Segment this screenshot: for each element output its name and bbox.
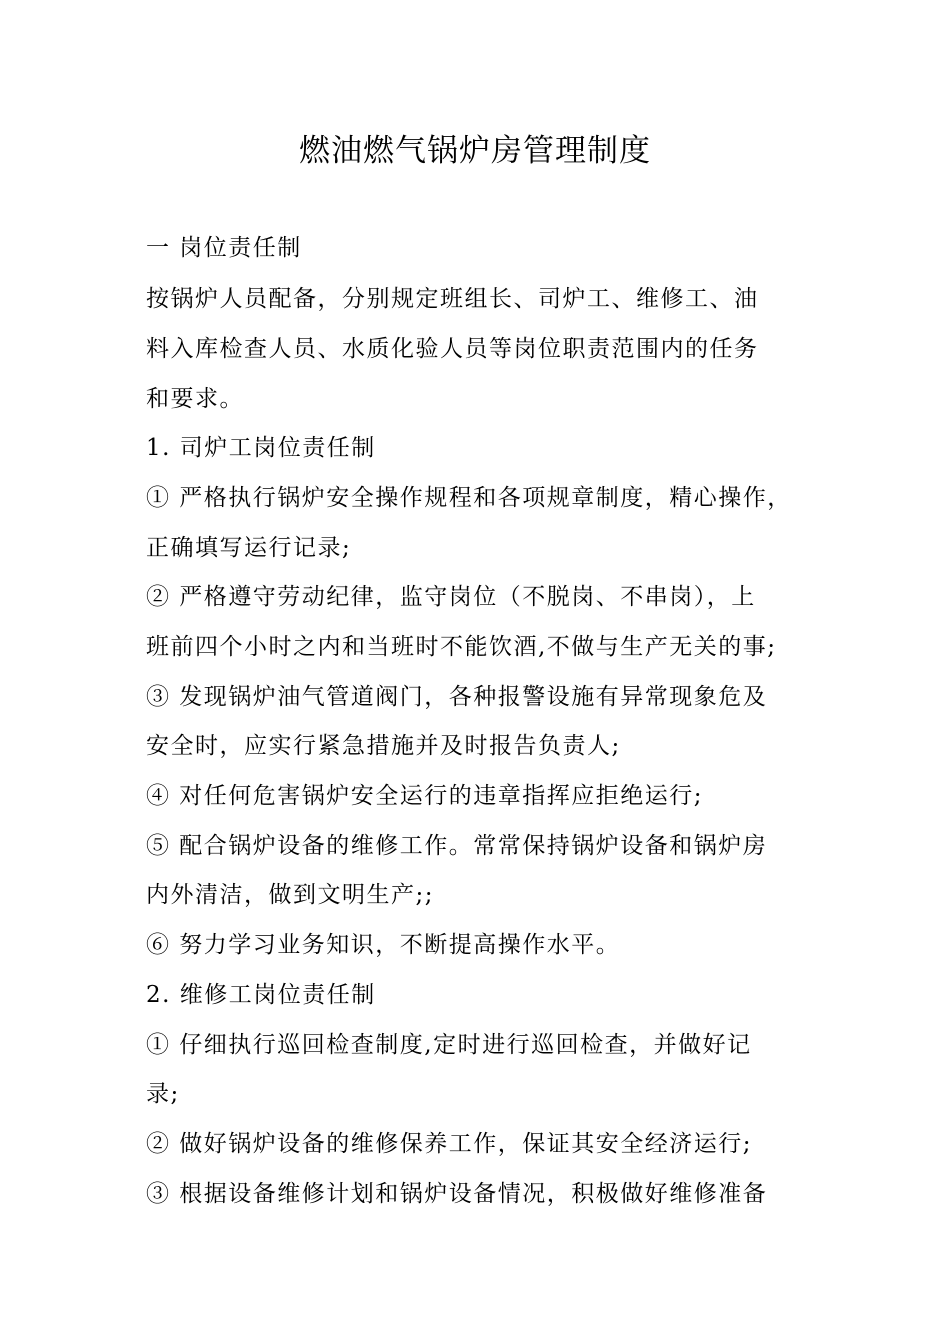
list-item-line: ④ 对任何危害锅炉安全运行的违章指挥应拒绝运行; [146,783,704,809]
paragraph-line: 料入库检查人员、水质化验人员等岗位职责范围内的任务 [146,336,759,362]
list-item-line: ⑤ 配合锅炉设备的维修工作。常常保持锅炉设备和锅炉房 [146,833,768,859]
list-item-line: 安全时，应实行紧急措施并及时报告负责人; [146,733,621,759]
list-item-line: ③ 根据设备维修计划和锅炉设备情况，积极做好维修准备 [146,1181,768,1207]
subsection-heading: 1. 司炉工岗位责任制 [146,435,376,461]
list-item-line: ① 仔细执行巡回检查制度,定时进行巡回检查，并做好记 [146,1032,752,1058]
list-item-line: 正确填写运行记录; [146,535,352,561]
list-item-line: ② 严格遵守劳动纪律，监守岗位（不脱岗、不串岗），上 [146,584,756,610]
subsection-heading: 2. 维修工岗位责任制 [146,982,376,1008]
list-item-line: 录; [146,1081,180,1107]
paragraph-line: 按锅炉人员配备，分别规定班组长、司炉工、维修工、油 [146,286,759,312]
section-heading: 一 岗位责任制 [146,235,302,261]
list-item-line: ③ 发现锅炉油气管道阀门，各种报警设施有异常现象危及 [146,684,768,710]
list-item-line: 班前四个小时之内和当班时不能饮酒,不做与生产无关的事; [146,634,777,660]
paragraph-line: 和要求。 [146,386,244,412]
list-item-line: 内外清洁，做到文明生产;; [146,882,434,908]
list-item-line: ① 严格执行锅炉安全操作规程和各项规章制度，精心操作， [146,485,792,511]
list-item-line: ② 做好锅炉设备的维修保养工作，保证其安全经济运行; [146,1131,753,1157]
document-title: 燃油燃气锅炉房管理制度 [299,133,651,169]
list-item-line: ⑥ 努力学习业务知识，不断提高操作水平。 [146,932,621,958]
